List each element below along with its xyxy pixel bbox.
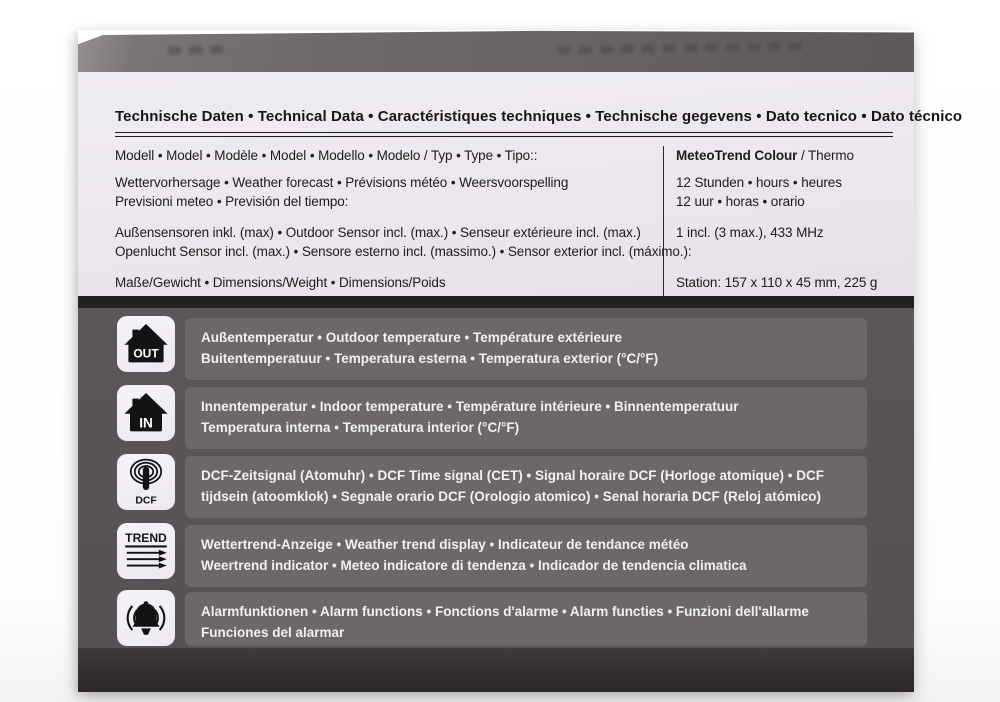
svg-text:IN: IN	[139, 415, 153, 431]
feature-text: DCF-Zeitsignal (Atomuhr) • DCF Time signal (CET) • Signal horaire DCF (Horloge atomique) • DCF	[201, 468, 824, 483]
feature-text: Funciones del alarmar	[201, 625, 345, 640]
spec-label-model: Modell • Model • Modèle • Model • Modello • Modelo / Typ • Type • Tipo::	[115, 148, 538, 163]
spec-value-forecast-2: 12 uur • horas • orario	[676, 194, 805, 209]
spec-value-forecast-1: 12 Stunden • hours • heures	[676, 175, 842, 190]
trend-arrows-icon	[117, 523, 175, 579]
feature-panel	[185, 456, 867, 518]
svg-text:OUT: OUT	[133, 346, 159, 361]
title-double-underline	[115, 132, 893, 137]
out-house-icon	[117, 316, 175, 372]
features-section	[78, 296, 914, 648]
flap-print-smudge	[558, 42, 808, 54]
feature-row-outdoor-temperature	[78, 316, 914, 378]
spec-value-sensors: 1 incl. (3 max.), 433 MHz	[676, 225, 824, 240]
feature-text: Alarmfunktionen • Alarm functions • Fonctions d'alarme • Alarm functies • Funzioni dell'allarme	[201, 604, 809, 619]
column-divider	[663, 146, 664, 320]
spec-label-forecast-1: Wettervorhersage • Weather forecast • Prévisions météo • Weersvoorspelling	[115, 175, 569, 190]
specs-section	[78, 72, 963, 326]
spec-label-dimensions-1: Maße/Gewicht • Dimensions/Weight • Dimensions/Poids	[115, 275, 446, 290]
flap-print-smudge	[168, 45, 228, 54]
feature-row-alarm-functions	[78, 590, 914, 652]
box-bottom-edge	[78, 648, 914, 692]
spec-label-sensors-2: Openlucht Sensor incl. (max.) • Sensore esterno incl. (massimo.) • Sensor exterior incl. (máximo.):	[115, 244, 692, 259]
feature-row-indoor-temperature	[78, 385, 914, 447]
dcf-antenna-icon	[117, 454, 175, 510]
feature-text: Temperatura interna • Temperatura interior (°C/°F)	[201, 420, 520, 435]
alarm-bell-icon	[117, 590, 175, 646]
feature-panel	[185, 318, 867, 380]
section-title: Technische Daten • Technical Data • Caractéristiques techniques • Technische gegevens • Dato tecnico • Dato técnico	[115, 108, 963, 125]
feature-text: Buitentemperatuur • Temperatura esterna • Temperatura exterior (°C/°F)	[201, 351, 659, 366]
feature-text: Außentemperatur • Outdoor temperature • Température extérieure	[201, 330, 623, 345]
svg-text:DCF: DCF	[135, 495, 157, 506]
feature-text: Wettertrend-Anzeige • Weather trend display • Indicateur de tendance météo	[201, 537, 689, 552]
svg-text:TREND: TREND	[125, 531, 168, 546]
spec-label-forecast-2: Previsioni meteo • Previsión del tiempo:	[115, 194, 349, 209]
feature-text: Innentemperatur • Indoor temperature • Température intérieure • Binnentemperatuur	[201, 399, 739, 414]
feature-row-dcf-signal	[78, 454, 914, 516]
feature-text: Weertrend indicator • Meteo indicatore di tendenza • Indicador de tendencia climatica	[201, 558, 747, 573]
feature-panel	[185, 387, 867, 449]
feature-panel	[185, 592, 867, 646]
product-box	[78, 30, 963, 692]
feature-row-weather-trend	[78, 523, 914, 585]
box-top-flap	[78, 30, 914, 72]
model-name: MeteoTrend Colour	[676, 148, 798, 163]
model-variant: / Thermo	[797, 148, 854, 163]
feature-text: tijdsein (atoomklok) • Segnale orario DCF (Orologio atomico) • Senal horaria DCF (Reloj atómico)	[201, 489, 822, 504]
spec-label-sensors-1: Außensensoren inkl. (max) • Outdoor Sensor incl. (max.) • Senseur extérieure incl. (max.)	[115, 225, 641, 240]
feature-panel	[185, 525, 867, 587]
in-house-icon	[117, 385, 175, 441]
spec-value-station: Station: 157 x 110 x 45 mm, 225 g	[676, 275, 878, 290]
